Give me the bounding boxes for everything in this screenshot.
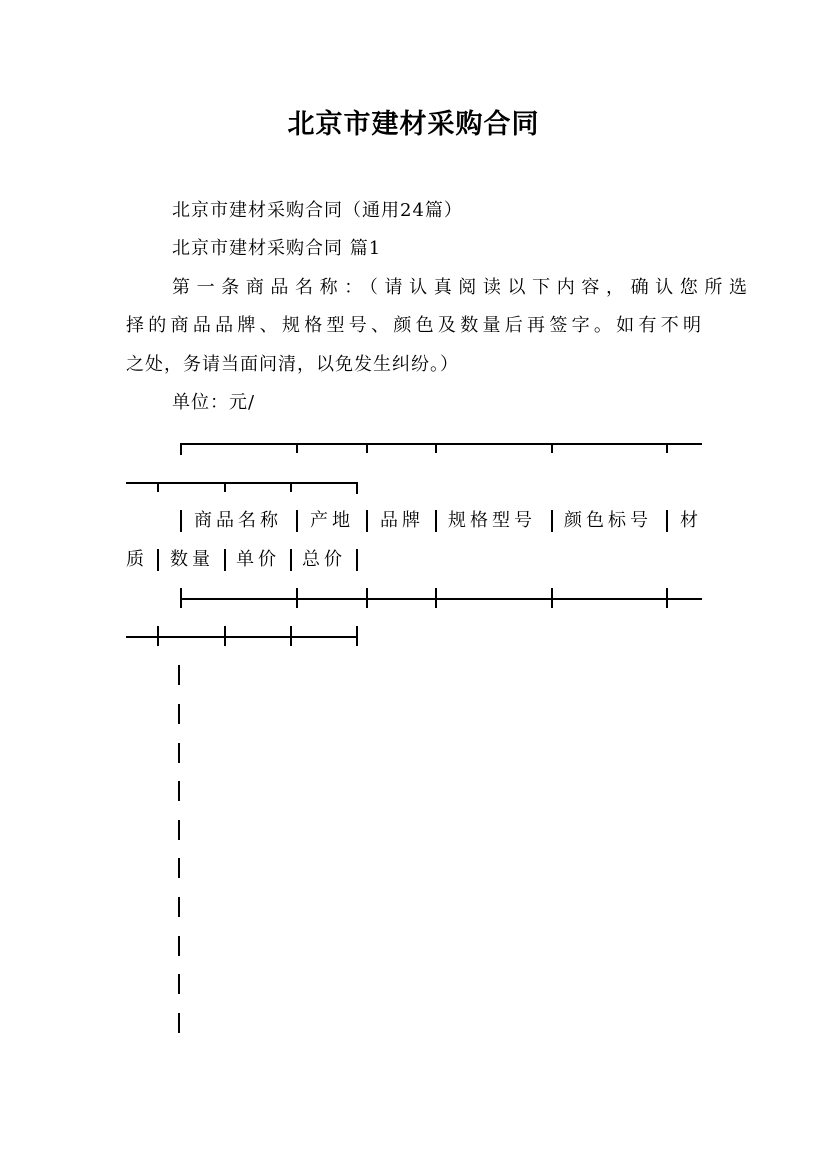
- header-cell: 规格型号: [448, 510, 536, 531]
- table-row: [178, 897, 180, 917]
- section-heading: 北京市建材采购合同 篇1: [172, 238, 382, 259]
- header-cell: 颜色标号: [564, 510, 652, 531]
- header-cell: 产地: [310, 510, 354, 531]
- subtitle-paragraph: 北京市建材采购合同（通用24篇）: [172, 200, 463, 221]
- document-title: 北京市建材采购合同: [287, 109, 540, 140]
- table-row: [178, 936, 180, 956]
- table-row: [178, 704, 180, 724]
- table-row: [178, 665, 180, 685]
- header-cell: 质: [126, 549, 144, 570]
- header-cell: 总价: [302, 549, 346, 570]
- table-row: [178, 743, 180, 763]
- table-row: [178, 858, 180, 878]
- header-cell: 单价: [236, 549, 280, 570]
- header-cell: 品牌: [380, 510, 424, 531]
- table-row: [178, 974, 180, 994]
- header-cell: 材: [680, 510, 698, 531]
- header-cell: 商品名称: [194, 510, 282, 531]
- header-cell: 数量: [170, 549, 214, 570]
- table-row: [178, 820, 180, 840]
- table-row: [178, 1013, 180, 1033]
- clause1-line1: 第一条商品名称：（请认真阅读以下内容，确认您所选: [172, 277, 748, 298]
- table-row: [178, 781, 180, 801]
- unit-label: 单位：元/: [172, 392, 256, 413]
- clause1-line3: 之处，务请当面问清，以免发生纠纷。）: [126, 354, 459, 375]
- clause1-line2: 择的商品品牌、规格型号、颜色及数量后再签字。如有不明: [126, 315, 702, 336]
